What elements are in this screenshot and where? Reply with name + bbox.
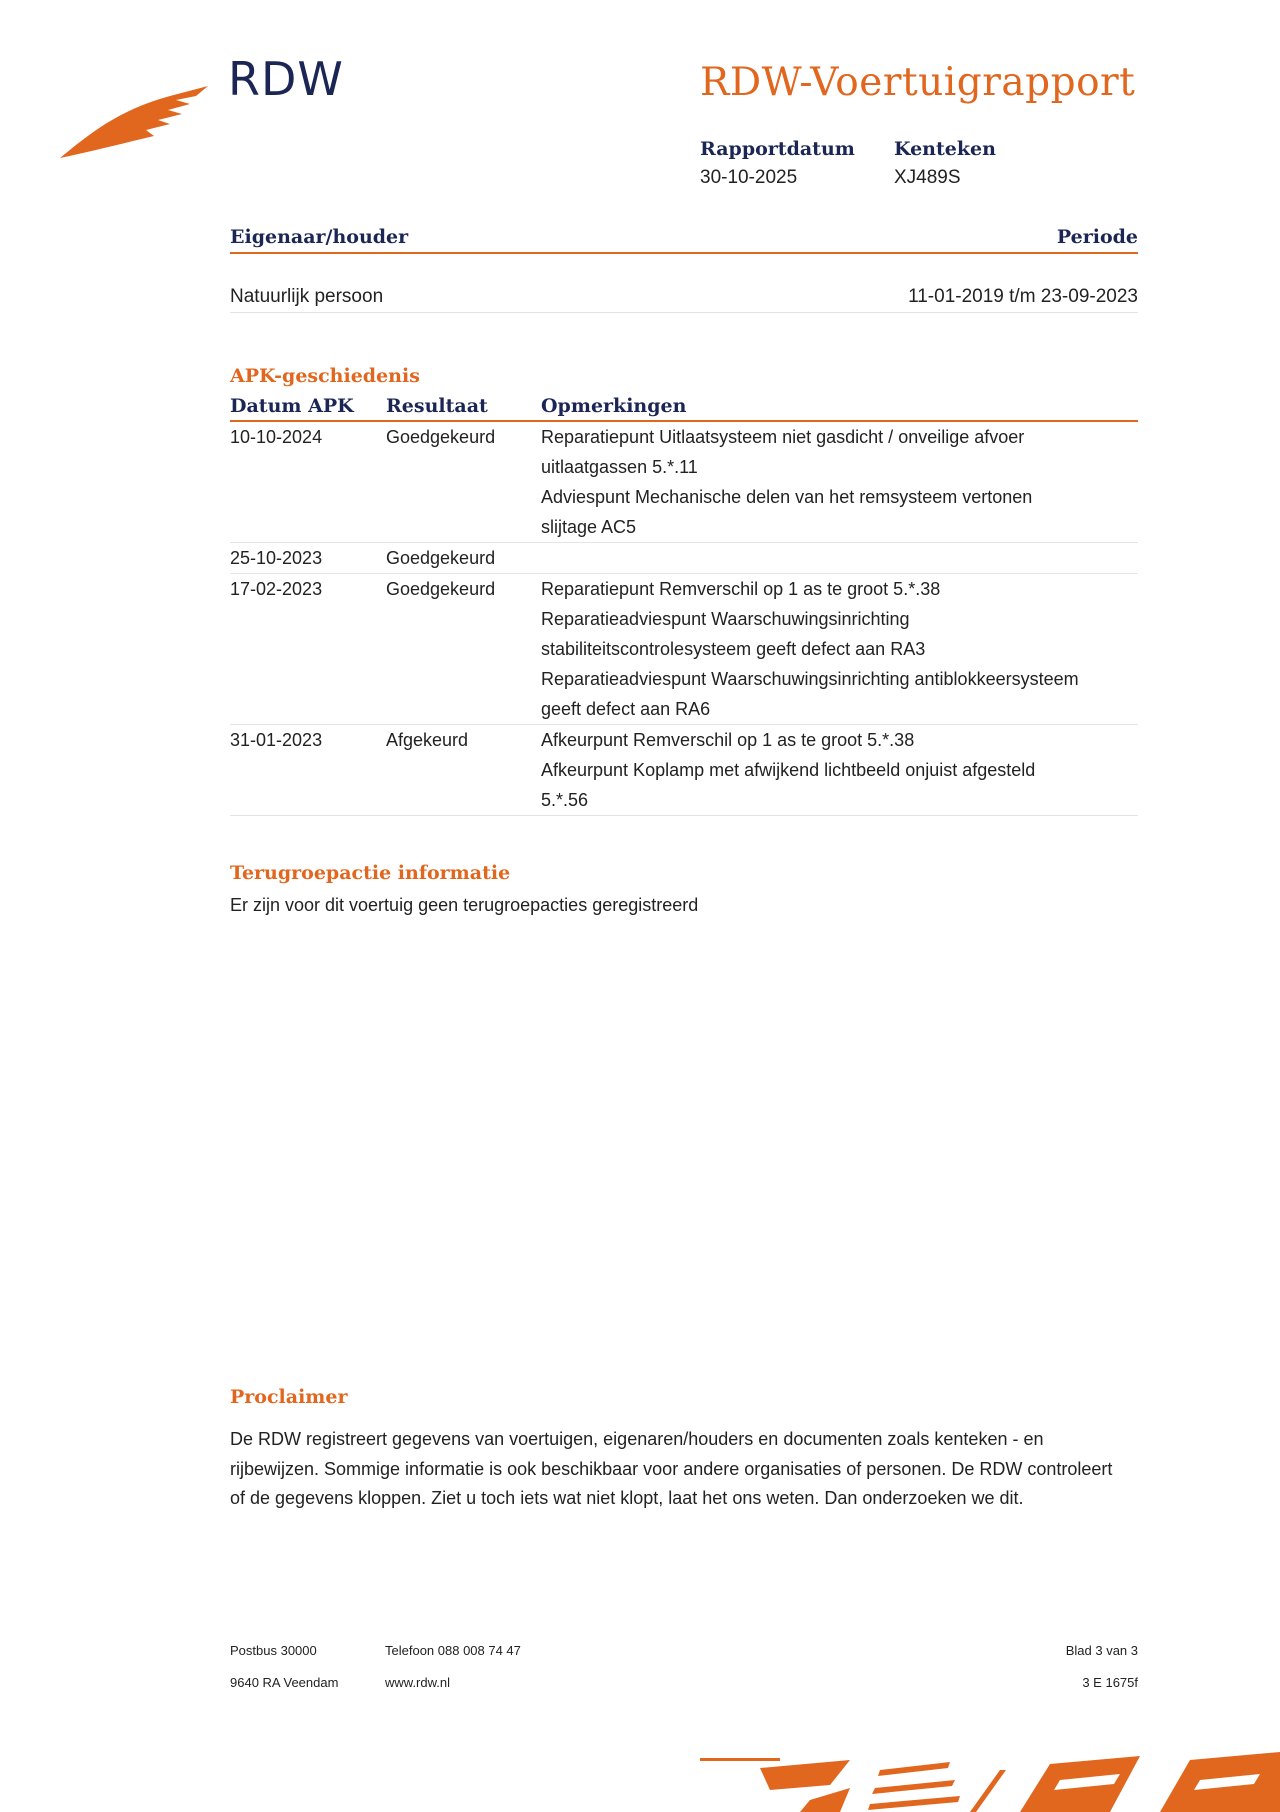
table-row <box>230 421 1138 543</box>
kenteken-label: Kenteken <box>894 138 996 160</box>
recall-section-title: Terugroepactie informatie <box>230 862 511 884</box>
remark-line: Afkeurpunt Remverschil op 1 as te groot 5.*.38 <box>541 730 915 750</box>
remark-line: uitlaatgassen 5.*.11 <box>541 457 698 477</box>
remark-line: Afkeurpunt Koplamp met afwijkend lichtbeeld onjuist afgesteld <box>541 760 1036 780</box>
report-title: RDW-Voertuigrapport <box>700 60 1136 105</box>
apk-table <box>230 393 1138 816</box>
remark-line: stabiliteitscontrolesysteem geeft defect aan RA3 <box>541 639 926 659</box>
owner-bottom-divider <box>230 312 1138 313</box>
column-header-date: Datum APK <box>230 393 386 421</box>
apk-date: 25-10-2023 <box>230 543 386 574</box>
footer-telefoon: Telefoon 088 008 74 47 <box>385 1643 521 1658</box>
table-row <box>230 574 1138 725</box>
column-header-remarks: Opmerkingen <box>541 393 1138 421</box>
remark-line: Reparatieadviespunt Waarschuwingsinrichting <box>541 609 910 629</box>
remark-line: slijtage AC5 <box>541 517 637 537</box>
apk-result: Goedgekeurd <box>386 421 541 543</box>
apk-remarks <box>541 543 1138 574</box>
rdw-logo-text: RDW <box>228 52 344 106</box>
rapportdatum-label: Rapportdatum <box>700 138 855 160</box>
remark-line: Reparatiepunt Remverschil op 1 as te groot 5.*.38 <box>541 579 941 599</box>
owner-heading: Eigenaar/houder <box>230 226 409 248</box>
footer-website: www.rdw.nl <box>385 1675 451 1690</box>
footer-page-number: Blad 3 van 3 <box>1065 1643 1138 1658</box>
proclaimer-title: Proclaimer <box>230 1386 348 1408</box>
rdw-stripes-graphic-icon <box>700 1740 1280 1812</box>
owner-divider <box>230 252 1138 254</box>
period-value: 11-01-2019 t/m 23-09-2023 <box>908 286 1138 307</box>
footer-document-code: 3 E 1675f <box>1082 1675 1138 1690</box>
footer-postcode: 9640 RA Veendam <box>230 1675 339 1690</box>
remark-line: 5.*.56 <box>541 790 589 810</box>
remark-line: Reparatieadviespunt Waarschuwingsinrichting antiblokkeersysteem <box>541 669 1079 689</box>
column-header-result: Resultaat <box>386 393 541 421</box>
apk-remarks <box>541 421 1138 543</box>
apk-result: Goedgekeurd <box>386 543 541 574</box>
apk-result: Goedgekeurd <box>386 574 541 725</box>
apk-date: 31-01-2023 <box>230 725 386 816</box>
rdw-wing-logo-icon <box>58 80 208 160</box>
period-heading: Periode <box>1056 226 1138 248</box>
apk-date: 10-10-2024 <box>230 421 386 543</box>
apk-result: Afgekeurd <box>386 725 541 816</box>
recall-text: Er zijn voor dit voertuig geen terugroepacties geregistreerd <box>230 895 699 915</box>
proclaimer-text: De RDW registreert gegevens van voertuigen, eigenaren/houders en documenten zoals kenteken - en rijbewijzen. Sommige informatie is ook beschikbaar voor andere organisaties of personen. De RDW controleert of de gegevens kloppen. Ziet u toch iets wat niet klopt, laat het ons weten. Dan onderzoeken we dit. <box>230 1429 1113 1508</box>
table-row <box>230 725 1138 816</box>
rapportdatum-value: 30-10-2025 <box>700 167 798 188</box>
apk-date: 17-02-2023 <box>230 574 386 725</box>
remark-line: Adviespunt Mechanische delen van het remsysteem vertonen <box>541 487 1033 507</box>
apk-remarks <box>541 574 1138 725</box>
footer-postbus: Postbus 30000 <box>230 1643 317 1658</box>
apk-remarks <box>541 725 1138 816</box>
kenteken-value: XJ489S <box>894 167 961 188</box>
remark-line: geeft defect aan RA6 <box>541 699 711 719</box>
owner-value: Natuurlijk persoon <box>230 286 384 307</box>
table-row <box>230 543 1138 574</box>
apk-section-title: APK-geschiedenis <box>230 365 420 387</box>
apk-table-header <box>230 393 1138 421</box>
remark-line: Reparatiepunt Uitlaatsysteem niet gasdicht / onveilige afvoer <box>541 427 1025 447</box>
